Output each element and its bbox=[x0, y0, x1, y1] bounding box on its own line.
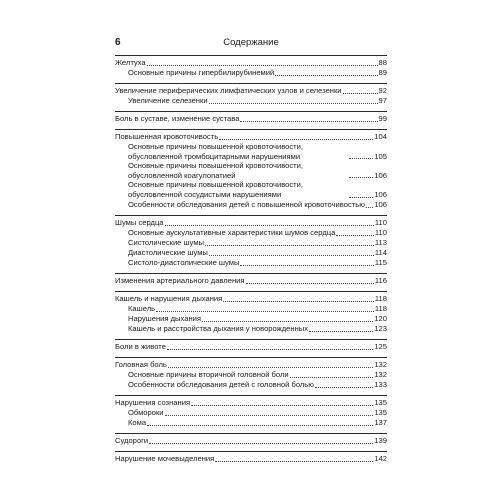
toc-page-number: 116 bbox=[374, 275, 387, 285]
dot-leader bbox=[205, 245, 374, 246]
dot-leader bbox=[240, 265, 373, 266]
toc-page-number: 99 bbox=[378, 114, 387, 123]
toc-section bbox=[115, 273, 387, 291]
toc-entry-title: Боли в животе bbox=[115, 341, 166, 351]
toc-entry-title: Основные причины повышенной кровоточивости, обусловленной тромбоцитарными нарушениями bbox=[128, 142, 304, 161]
toc-subentry[interactable] bbox=[115, 238, 387, 248]
toc-page-number: 139 bbox=[374, 435, 387, 445]
dot-leader bbox=[209, 103, 378, 104]
toc-entry-title: Основные причины вторичной головной боли bbox=[128, 369, 289, 379]
toc-chapter-entry[interactable] bbox=[115, 398, 387, 408]
toc-page-number: 120 bbox=[374, 313, 387, 323]
toc-page-number: 110 bbox=[374, 227, 387, 237]
toc-chapter-entry[interactable] bbox=[115, 114, 387, 124]
toc-section bbox=[115, 291, 387, 339]
dot-leader bbox=[147, 65, 378, 66]
dot-leader bbox=[147, 425, 373, 426]
toc-section bbox=[115, 55, 387, 83]
toc-subentry[interactable] bbox=[115, 200, 387, 210]
toc-entry-title: Кома bbox=[128, 417, 147, 427]
dot-leader bbox=[349, 197, 373, 198]
toc-entry-title: Судороги bbox=[115, 435, 149, 445]
toc-entry-title: Кашель и нарушения дыхания bbox=[115, 293, 223, 303]
toc-page-number: 114 bbox=[374, 247, 387, 257]
toc-subentry[interactable] bbox=[115, 96, 387, 106]
toc-entry-title: Желтуха bbox=[115, 58, 146, 67]
toc-entry-title: Увеличение периферических лимфатических узлов и селезенки bbox=[115, 86, 342, 95]
toc-page-number: 106 bbox=[374, 189, 387, 199]
toc-entry-title: Основные причины повышенной кровоточивости, обусловленной коагулопатией bbox=[128, 161, 304, 180]
dot-leader bbox=[349, 158, 373, 159]
toc-subentry[interactable] bbox=[115, 380, 387, 390]
toc-page-number: 135 bbox=[374, 397, 387, 407]
toc-entry-title: Нарушение мочевыделения bbox=[115, 453, 215, 463]
dot-leader bbox=[219, 139, 373, 140]
toc-entry-title: Основные аускультативные характеристики шумов сердца bbox=[128, 227, 336, 237]
toc-entry-title: Изменения артериального давления bbox=[115, 275, 245, 285]
toc-subentry[interactable] bbox=[115, 142, 387, 161]
toc-page-number: 97 bbox=[378, 96, 387, 105]
toc-entry-title: Особенности обследования детей с головной болью bbox=[128, 379, 314, 389]
toc-section bbox=[115, 215, 387, 273]
toc-section bbox=[115, 451, 387, 469]
toc-chapter-entry[interactable] bbox=[115, 218, 387, 228]
toc-entry-title: Систолические шумы bbox=[128, 237, 205, 247]
toc-page-number: 132 bbox=[374, 359, 387, 369]
toc-chapter-entry[interactable] bbox=[115, 342, 387, 352]
toc-page-number: 115 bbox=[374, 257, 387, 267]
toc-page-number: 92 bbox=[378, 86, 387, 95]
toc-page-number: 132 bbox=[374, 369, 387, 379]
dot-leader bbox=[309, 331, 373, 332]
toc-chapter-entry[interactable] bbox=[115, 436, 387, 446]
dot-leader bbox=[275, 75, 377, 76]
toc-chapter-entry[interactable] bbox=[115, 454, 387, 464]
toc-subentry[interactable] bbox=[115, 304, 387, 314]
toc-section bbox=[115, 339, 387, 357]
toc-page-number: 137 bbox=[374, 417, 387, 427]
toc-entry-title: Головная боль bbox=[115, 359, 167, 369]
toc-section bbox=[115, 395, 387, 433]
toc-chapter-entry[interactable] bbox=[115, 294, 387, 304]
toc-subentry[interactable] bbox=[115, 418, 387, 428]
toc-page-number: 113 bbox=[374, 237, 387, 247]
toc-page-number: 106 bbox=[374, 199, 387, 209]
toc-subentry[interactable] bbox=[115, 324, 387, 334]
toc-page-number: 110 bbox=[374, 217, 387, 227]
toc-page-number: 89 bbox=[378, 68, 387, 77]
page-header bbox=[115, 37, 387, 51]
toc-chapter-entry[interactable] bbox=[115, 360, 387, 370]
toc-page-number: 118 bbox=[374, 303, 387, 313]
toc-entry-title: Основные причины повышенной кровоточивости, обусловленной сосудистыми нарушениями bbox=[128, 180, 304, 199]
toc-subentry[interactable] bbox=[115, 228, 387, 238]
dot-leader bbox=[168, 367, 373, 368]
dot-leader bbox=[156, 311, 374, 312]
toc-subentry[interactable] bbox=[115, 408, 387, 418]
toc-chapter-entry[interactable] bbox=[115, 58, 387, 68]
dot-leader bbox=[343, 93, 378, 94]
running-title: Содержание bbox=[223, 37, 279, 48]
toc-section bbox=[115, 129, 387, 215]
toc-page-number: 125 bbox=[374, 341, 387, 351]
dot-leader bbox=[167, 349, 373, 350]
dot-leader bbox=[215, 461, 373, 462]
toc-page-number: 133 bbox=[374, 379, 387, 389]
toc-page-number: 105 bbox=[374, 151, 387, 161]
dot-leader bbox=[165, 415, 374, 416]
toc-entry-title: Шумы сердца bbox=[115, 217, 164, 227]
toc-page-number: 135 bbox=[374, 407, 387, 417]
toc-entry-title: Нарушения дыхания bbox=[128, 313, 201, 323]
toc-page-number: 88 bbox=[378, 58, 387, 67]
toc-chapter-entry[interactable] bbox=[115, 86, 387, 96]
toc-section bbox=[115, 433, 387, 451]
dot-leader bbox=[209, 255, 374, 256]
toc-entry-title: Кашель и расстройства дыхания у новорожденных bbox=[128, 323, 309, 333]
toc-entry-title: Систоло-диастолические шумы bbox=[128, 257, 240, 267]
toc-chapter-entry[interactable] bbox=[115, 276, 387, 286]
toc-subentry[interactable] bbox=[115, 180, 387, 199]
toc-page-number: 106 bbox=[374, 170, 387, 180]
dot-leader bbox=[202, 321, 373, 322]
dot-leader bbox=[246, 283, 374, 284]
toc-entry-title: Основные причины гипербилирубинемий bbox=[128, 68, 275, 77]
table-of-contents bbox=[115, 55, 387, 469]
toc-chapter-entry[interactable] bbox=[115, 132, 387, 142]
dot-leader bbox=[165, 225, 374, 226]
toc-page-number: 104 bbox=[374, 132, 387, 141]
dot-leader bbox=[349, 177, 373, 178]
dot-leader bbox=[191, 405, 373, 406]
dot-leader bbox=[290, 377, 374, 378]
toc-entry-title: Боль в суставе, изменение сустава bbox=[115, 114, 240, 123]
dot-leader bbox=[336, 235, 374, 236]
toc-section bbox=[115, 111, 387, 129]
toc-entry-title: Особенности обследования детей с повышенной кровоточивостью bbox=[128, 199, 365, 209]
toc-subentry[interactable] bbox=[115, 248, 387, 258]
toc-entry-title: Увеличение селезенки bbox=[128, 96, 208, 105]
dot-leader bbox=[149, 443, 373, 444]
dot-leader bbox=[240, 121, 377, 122]
toc-page-number: 118 bbox=[374, 293, 387, 303]
toc-section bbox=[115, 83, 387, 111]
toc-entry-title: Диастолические шумы bbox=[128, 247, 208, 257]
toc-entry-title: Обмороки bbox=[128, 407, 164, 417]
toc-section bbox=[115, 357, 387, 395]
toc-page-number: 123 bbox=[374, 323, 387, 333]
toc-entry-title: Кашель bbox=[128, 303, 156, 313]
toc-subentry[interactable] bbox=[115, 68, 387, 78]
page-number: 6 bbox=[115, 37, 121, 48]
toc-page-number: 142 bbox=[374, 453, 387, 463]
toc-subentry[interactable] bbox=[115, 370, 387, 380]
toc-subentry[interactable] bbox=[115, 314, 387, 324]
toc-subentry[interactable] bbox=[115, 258, 387, 268]
toc-subentry[interactable] bbox=[115, 161, 387, 180]
toc-entry-title: Нарушения сознания bbox=[115, 397, 191, 407]
dot-leader bbox=[366, 207, 373, 208]
dot-leader bbox=[223, 301, 374, 302]
toc-entry-title: Повышенная кровоточивость bbox=[115, 132, 219, 141]
dot-leader bbox=[315, 387, 373, 388]
